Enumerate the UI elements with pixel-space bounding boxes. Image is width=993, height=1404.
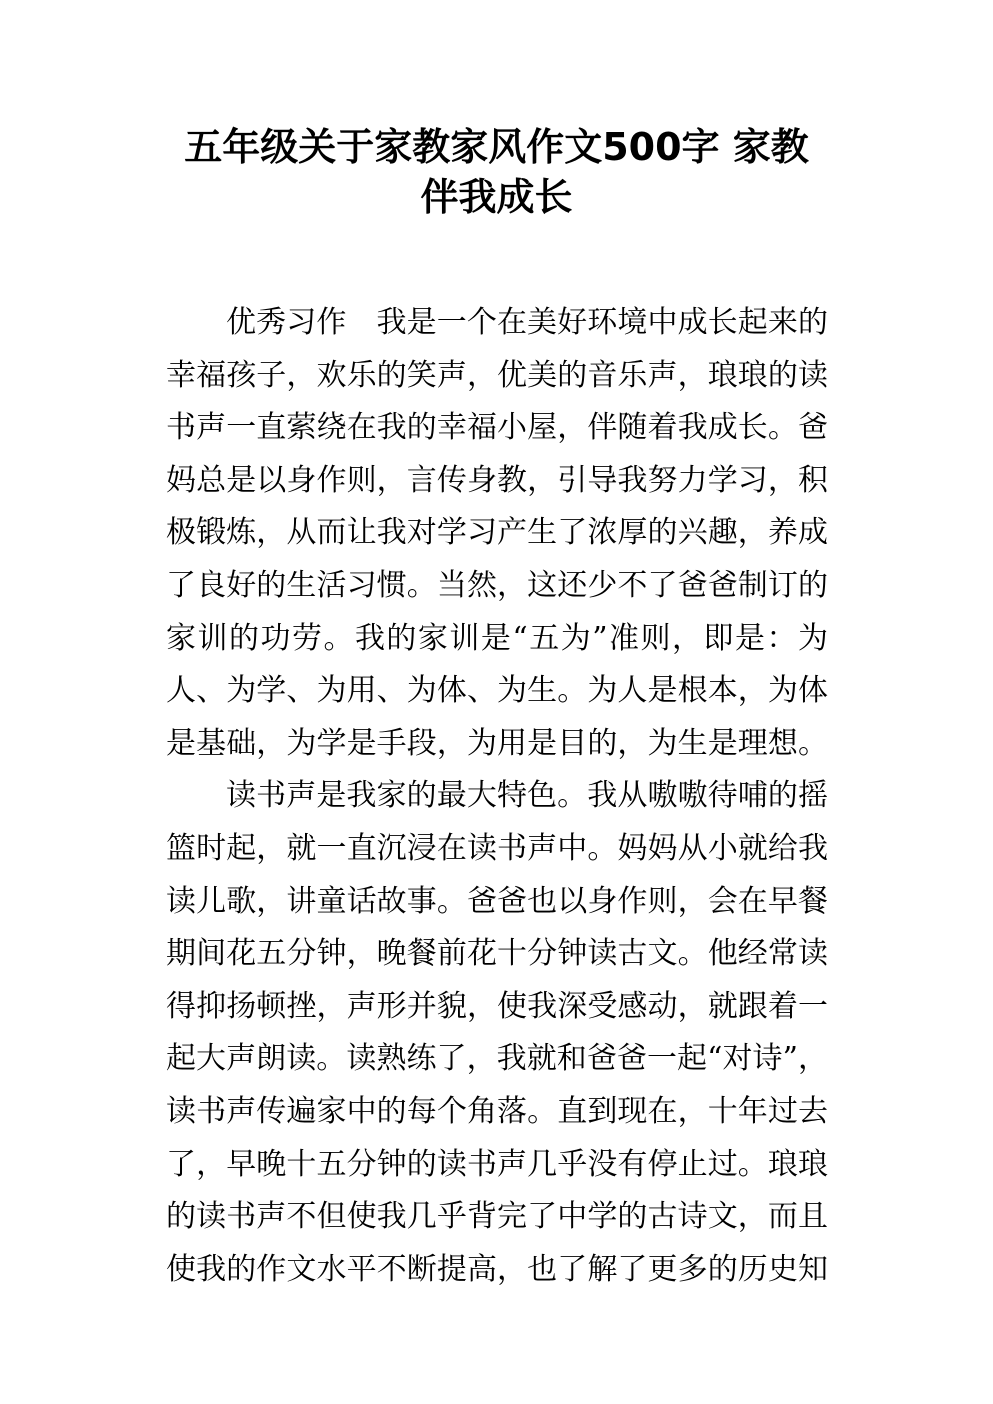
text-line: 了良好的生活习惯。当然，这还少不了爸爸制订的 (166, 567, 828, 603)
paragraph-1 (166, 297, 828, 770)
text-line: 读书声是我家的最大特色。我从嗷嗷待哺的摇 (226, 778, 828, 814)
title-line-1: 五年级关于家教家风作文500字 家教 (184, 125, 809, 169)
text-line: 优秀习作 我是一个在美好环境中成长起来的 (226, 305, 828, 340)
text-line: 人、为学、为用、为体、为生。为人是根本，为体 (166, 673, 828, 709)
text-line: 极锻炼，从而让我对学习产生了浓厚的兴趣，养成 (166, 515, 828, 551)
text-line: 妈总是以身作则，言传身教，引导我努力学习，积 (166, 462, 828, 498)
text-line: 期间花五分钟，晚餐前花十分钟读古文。他经常读 (166, 936, 828, 972)
title-line-2: 伴我成长 (420, 175, 573, 219)
text-line: 书声一直萦绕在我的幸福小屋，伴随着我成长。爸 (166, 410, 828, 446)
text-line: 读儿歌，讲童话故事。爸爸也以身作则，会在早餐 (166, 883, 828, 919)
document-body (166, 297, 828, 1296)
text-line: 篮时起，就一直沉浸在读书声中。妈妈从小就给我 (166, 830, 828, 866)
document-title (0, 122, 993, 222)
text-line: 了，早晚十五分钟的读书声几乎没有停止过。琅琅 (166, 1146, 828, 1182)
text-line: 使我的作文水平不断提高，也了解了更多的历史知 (166, 1251, 828, 1287)
paragraph-2 (166, 770, 828, 1296)
text-line: 家训的功劳。我的家训是“五为”准则，即是：为 (166, 620, 828, 656)
text-line: 读书声传遍家中的每个角落。直到现在，十年过去 (166, 1093, 828, 1129)
text-line: 的读书声不但使我几乎背完了中学的古诗文，而且 (166, 1199, 828, 1235)
text-line: 是基础，为学是手段，为用是目的，为生是理想。 (166, 725, 828, 761)
text-line: 得抑扬顿挫，声形并貌，使我深受感动，就跟着一 (166, 988, 828, 1024)
text-line: 幸福孩子，欢乐的笑声，优美的音乐声，琅琅的读 (166, 357, 828, 393)
text-line: 起大声朗读。读熟练了，我就和爸爸一起“对诗”， (166, 1041, 828, 1077)
